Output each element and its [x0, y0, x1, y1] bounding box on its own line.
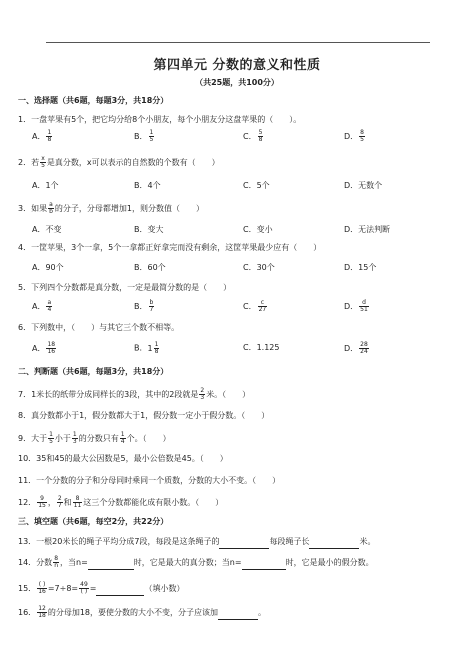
- option-3c[interactable]: C．变小: [243, 225, 273, 234]
- option-4b[interactable]: B．60个: [134, 263, 166, 272]
- blank-15[interactable]: [96, 583, 144, 596]
- option-3a[interactable]: A．不变: [32, 225, 62, 234]
- option-5d[interactable]: D． $\frac{d}{51}$: [344, 299, 368, 313]
- section-heading-judge: 二、判断题（共6题，每题3分，共18分）: [18, 367, 169, 376]
- option-4d[interactable]: D．15个: [344, 263, 377, 272]
- question-12: 12． $\frac{9}{15}$ ， $\frac{2}{7}$ 和 $\frac{8}{11}$ 这三个分数都能化成有限小数。（ ）: [18, 495, 224, 509]
- option-6b[interactable]: B． 1 $\frac{1}{8}$: [134, 341, 159, 355]
- question-16: 16． $\frac{12}{18}$ 的分母加18，要使分数的大小不变，分子应该加 。: [18, 605, 267, 619]
- header-rule: [46, 42, 430, 43]
- option-3b[interactable]: B．变大: [134, 225, 164, 234]
- question-1: 1．一盘苹果有5个，把它均分给8个小朋友，每个小朋友分这盘苹果的（ ）。: [18, 115, 302, 124]
- option-1b[interactable]: B． $\frac{1}{5}$: [134, 129, 154, 143]
- option-1a[interactable]: A． $\frac{1}{8}$: [32, 129, 52, 143]
- option-5b[interactable]: B． $\frac{b}{7}$: [134, 299, 154, 313]
- option-6a[interactable]: A． $\frac{18}{16}$: [32, 341, 56, 355]
- blank-13b[interactable]: [309, 536, 359, 549]
- section-heading-fill: 三、填空题（共6题，每空2分，共22分）: [18, 517, 169, 526]
- question-15: 15． $\frac{( )}{16}$ =7÷8= $\frac{49}{( )}$ = （填小数）: [18, 581, 185, 595]
- option-2b[interactable]: B．4个: [134, 181, 161, 190]
- page-subtitle: （共25题，共100分）: [195, 78, 279, 87]
- question-11: 11．一个分数的分子和分母同时乘同一个质数，分数的大小不变。（ ）: [18, 476, 281, 485]
- question-2: 2．若 $\frac{x}{5}$ 是真分数，x可以表示的自然数的个数有（ ）: [18, 155, 220, 169]
- question-8: 8．真分数都小于1，假分数都大于1，假分数一定小于假分数。（ ）: [18, 411, 270, 420]
- blank-16[interactable]: [218, 607, 258, 620]
- option-6d[interactable]: D． $\frac{28}{24}$: [344, 341, 368, 355]
- option-1d[interactable]: D． $\frac{8}{5}$: [344, 129, 364, 143]
- page-title: 第四单元 分数的意义和性质: [153, 58, 321, 73]
- option-2d[interactable]: D．无数个: [344, 181, 383, 190]
- option-5c[interactable]: C． $\frac{c}{27}$: [243, 299, 267, 313]
- option-1c[interactable]: C． $\frac{5}{8}$: [243, 129, 263, 143]
- option-2a[interactable]: A．1个: [32, 181, 59, 190]
- blank-14b[interactable]: [242, 557, 286, 570]
- question-5: 5．下列四个分数都是真分数，一定是最简分数的是（ ）: [18, 283, 232, 292]
- option-3d[interactable]: D．无法判断: [344, 225, 391, 234]
- question-7: 7．1米长的纸带分成同样长的3段，其中的2段就是 $\frac{2}{3}$ 米。（ ）: [18, 387, 251, 401]
- question-6: 6．下列数中，（ ）与其它三个数不相等。: [18, 323, 180, 332]
- option-4c[interactable]: C．30个: [243, 263, 275, 272]
- option-5a[interactable]: A． $\frac{a}{4}$: [32, 299, 52, 313]
- option-2c[interactable]: C．5个: [243, 181, 270, 190]
- blank-14a[interactable]: [88, 557, 134, 570]
- question-3: 3．如果 $\frac{a}{b}$ 的分子，分母都增加1，则分数值（ ）: [18, 201, 204, 215]
- question-14: 14．分数 $\frac{8}{n}$ ，当n= 时，它是最大的真分数；当n= 时，它是最小的假分数。: [18, 555, 374, 569]
- option-4a[interactable]: A．90个: [32, 263, 64, 272]
- blank-13a[interactable]: [219, 536, 269, 549]
- section-heading-choice: 一、选择题（共6题，每题3分，共18分）: [18, 96, 169, 105]
- question-10: 10．35和45的最大公因数是5，最小公倍数是45。（ ）: [18, 454, 228, 463]
- question-4: 4．一筐苹果，3个一拿，5个一拿都正好拿完而没有剩余，这筐苹果最少应有（ ）: [18, 243, 322, 252]
- question-9: 9．大于 $\frac{1}{5}$ 小于 $\frac{1}{3}$ 的分数只有 $\frac{1}{4}$ 个。（ ）: [18, 431, 171, 445]
- question-13: 13．一根20米长的绳子平均分成7段，每段是这条绳子的 每段绳子长 米。: [18, 536, 375, 549]
- option-6c[interactable]: C．1.125: [243, 343, 280, 352]
